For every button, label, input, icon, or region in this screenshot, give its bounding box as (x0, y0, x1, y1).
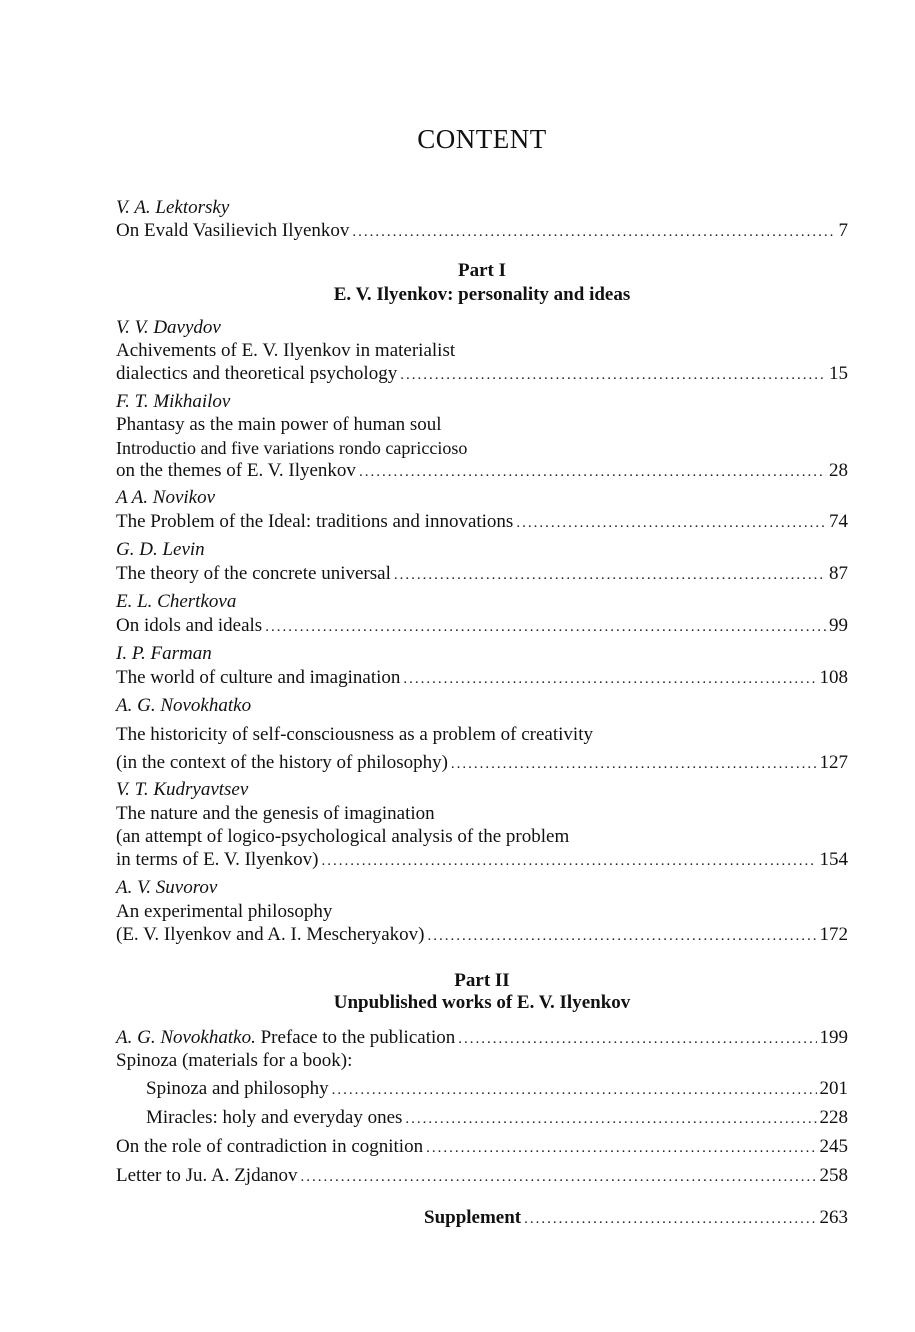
dot-leader (400, 363, 826, 387)
page-number: 263 (819, 1207, 848, 1228)
entry-author: I. P. Farman (116, 643, 212, 664)
toc-entry (116, 459, 848, 483)
toc-entry (116, 614, 848, 638)
entry-title: dialectics and theoretical psychology (116, 363, 398, 384)
part-heading: Part II (454, 970, 510, 991)
page-number: 199 (819, 1027, 848, 1048)
entry-title: Miracles: holy and everyday ones (146, 1107, 403, 1128)
toc-entry (116, 1164, 848, 1188)
part-heading: Part I (457, 260, 506, 281)
page-number: 28 (829, 460, 848, 481)
toc-entry (116, 751, 848, 775)
entry-title: Spinoza and philosophy (146, 1078, 329, 1099)
dot-leader (451, 752, 817, 776)
page-number: 154 (819, 849, 848, 870)
entry-title: Supplement (424, 1207, 522, 1228)
page-number: 74 (829, 511, 848, 532)
toc-entry (116, 1106, 848, 1130)
entry-author: A. G. Novokhatko. (116, 1027, 256, 1048)
page-number: 15 (829, 363, 848, 384)
entry-title: On Evald Vasilievich Ilyenkov (116, 220, 350, 241)
part-subtitle: Unpublished works of E. V. Ilyenkov (333, 992, 631, 1013)
dot-leader (332, 1078, 817, 1102)
page-number: 7 (838, 220, 848, 241)
toc-entry (116, 923, 848, 947)
dot-leader (265, 615, 826, 639)
page-number: 201 (819, 1078, 848, 1099)
entry-author: V. V. Davydov (116, 317, 221, 338)
dot-leader (428, 924, 817, 948)
dot-leader (321, 849, 816, 873)
entry-author: E. L. Chertkova (116, 591, 237, 612)
entry-title (116, 1026, 455, 1050)
entry-title: (in the context of the history of philosophy) (116, 752, 448, 773)
page-number: 87 (829, 563, 848, 584)
dot-leader (458, 1027, 816, 1051)
toc-entry (116, 1077, 848, 1101)
entry-title-line: (an attempt of logico-psychological analysis of the problem (116, 826, 570, 847)
entry-title: On idols and ideals (116, 615, 263, 636)
toc-entry (424, 1206, 848, 1230)
entry-title: Letter to Ju. A. Zjdanov (116, 1165, 298, 1186)
toc-entry (116, 848, 848, 872)
entry-title: On the role of contradiction in cognition (116, 1136, 424, 1157)
entry-author: A. G. Novokhatko (116, 695, 252, 716)
dot-leader (516, 511, 826, 535)
dot-leader (403, 667, 816, 691)
entry-title: The world of culture and imagination (116, 667, 401, 688)
page-number: 108 (819, 667, 848, 688)
entry-author: G. D. Levin (116, 539, 205, 560)
entry-author: V. T. Kudryavtsev (116, 779, 249, 800)
entry-title-text: Preface to the publication (255, 1027, 456, 1048)
entry-title-line: Introductio and five variations rondo capricciosо (116, 438, 468, 458)
page-number: 228 (819, 1107, 848, 1128)
toc-entry (116, 510, 848, 534)
page-number: 127 (819, 752, 848, 773)
part-subtitle: E. V. Ilyenkov: personality and ideas (333, 284, 631, 305)
dot-leader (352, 220, 835, 244)
toc-entry (116, 1135, 848, 1159)
entry-author: A. V. Suvorov (116, 877, 218, 898)
dot-leader (426, 1136, 816, 1160)
entry-title-line: An experimental philosophy (116, 901, 333, 922)
dot-leader (359, 460, 826, 484)
page-number: 245 (819, 1136, 848, 1157)
toc-entry (116, 666, 848, 690)
entry-title-line: Phantasy as the main power of human soul (116, 414, 442, 435)
entry-title: (E. V. Ilyenkov and A. I. Mescheryakov) (116, 924, 425, 945)
entry-author: F. T. Mikhailov (116, 391, 231, 412)
dot-leader (524, 1207, 816, 1231)
page-number: 99 (829, 615, 848, 636)
toc-entry (116, 219, 848, 243)
entry-title-line: The historicity of self-consciousness as a problem of creativity (116, 724, 593, 745)
toc-entry (116, 1026, 848, 1050)
entry-title-line: Achivements of E. V. Ilyenkov in materialist (116, 340, 456, 361)
entry-title: on the themes of E. V. Ilyenkov (116, 460, 356, 481)
toc-entry (116, 362, 848, 386)
section-label: Spinoza (materials for a book): (116, 1050, 353, 1071)
entry-title: The Problem of the Ideal: traditions and innovations (116, 511, 514, 532)
dot-leader (394, 563, 826, 587)
page-number: 258 (819, 1165, 848, 1186)
page-title: CONTENT (417, 124, 547, 154)
page-number: 172 (819, 924, 848, 945)
entry-title: in terms of E. V. Ilyenkov) (116, 849, 319, 870)
entry-title-line: The nature and the genesis of imagination (116, 803, 435, 824)
entry-author: V. A. Lektorsky (116, 197, 230, 218)
dot-leader (301, 1165, 817, 1189)
entry-title: The theory of the concrete universal (116, 563, 391, 584)
toc-entry (116, 562, 848, 586)
entry-author: A A. Novikov (116, 487, 216, 508)
dot-leader (405, 1107, 816, 1131)
